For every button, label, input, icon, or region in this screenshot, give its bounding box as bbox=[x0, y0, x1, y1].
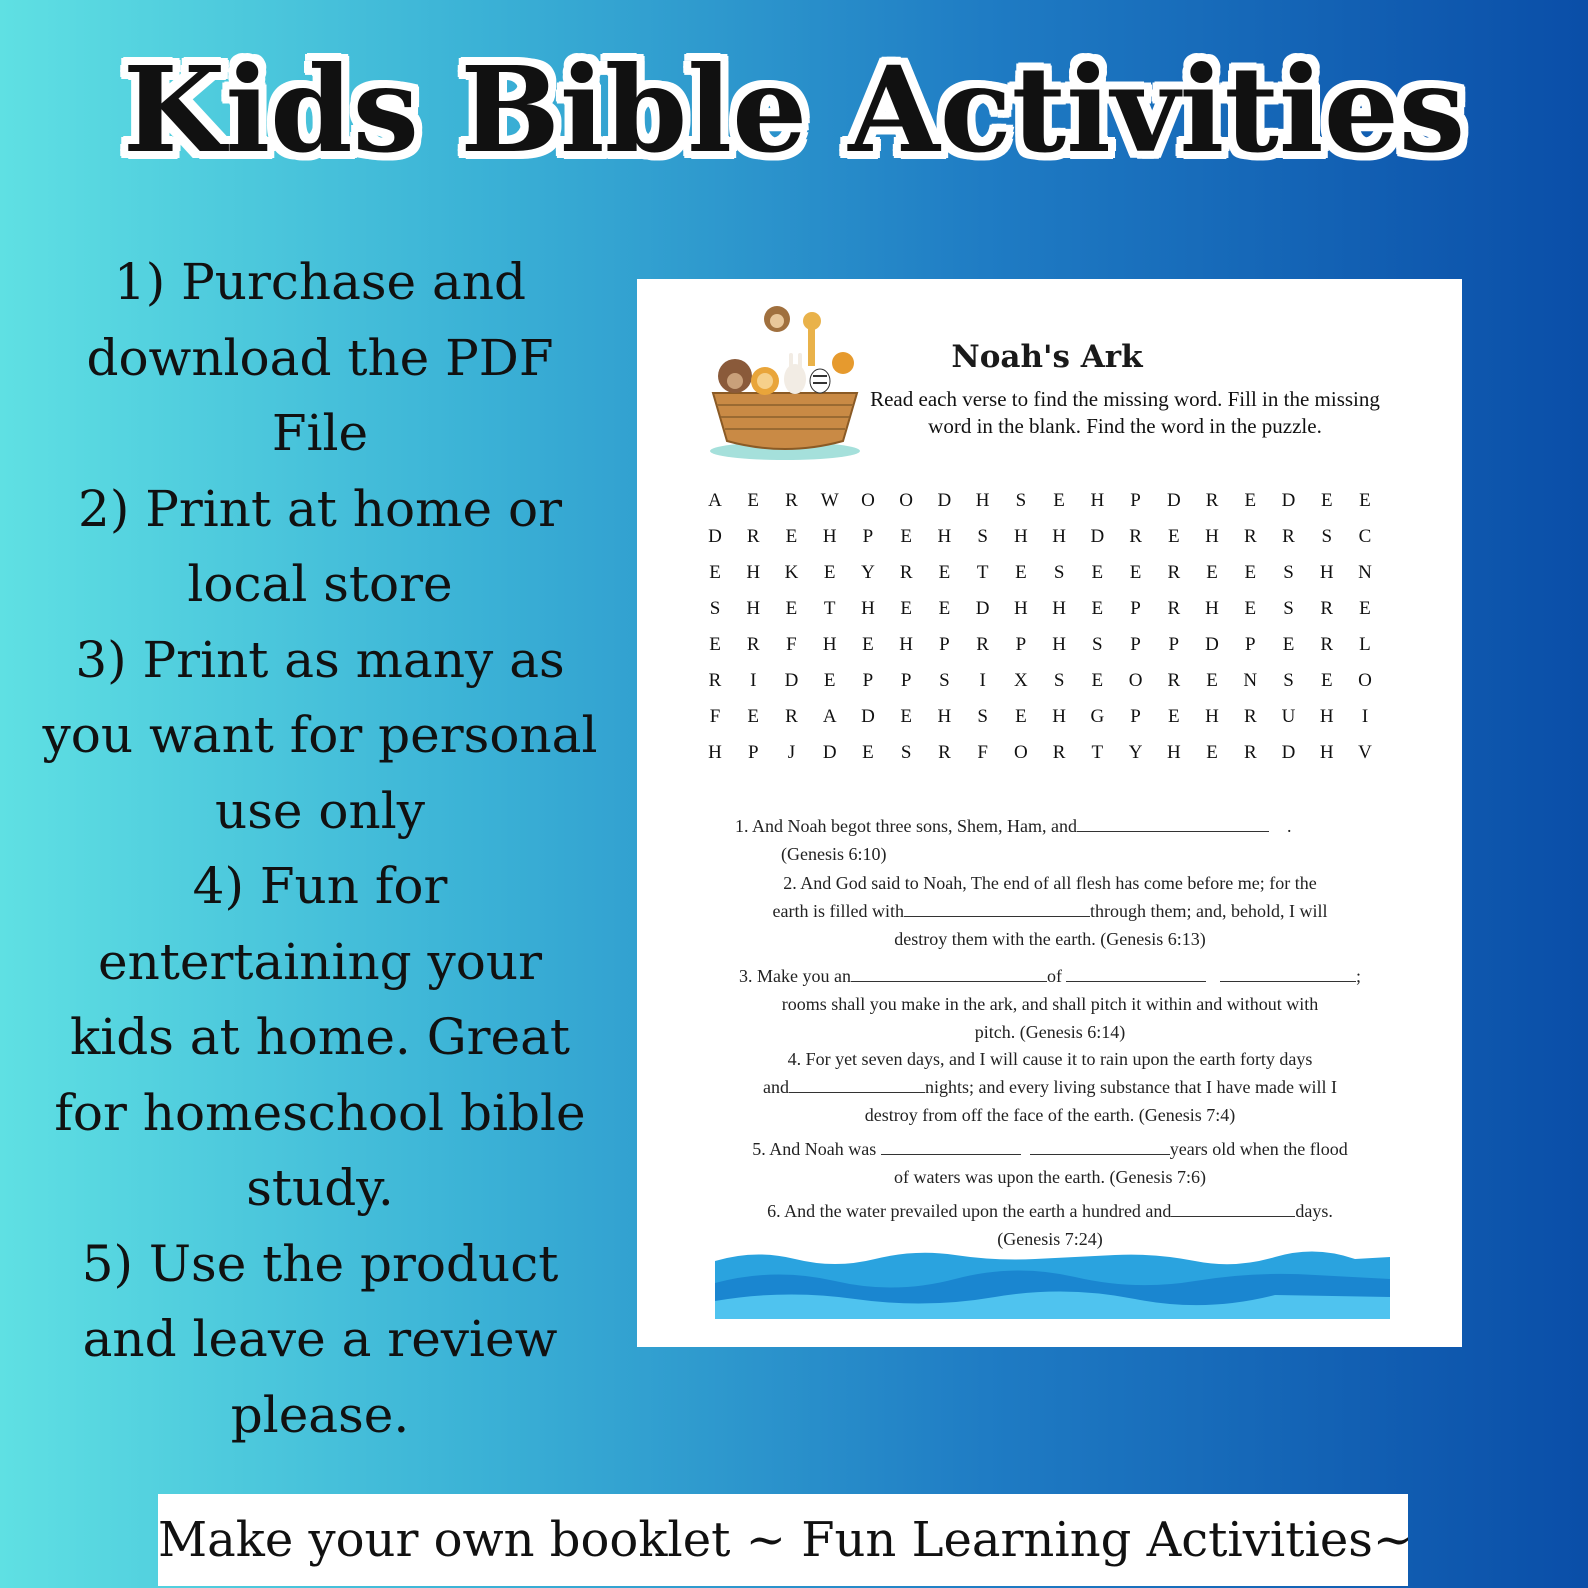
step-4: 4) Fun for entertaining your kids at home. Great for homeschool bible study. bbox=[54, 857, 586, 1217]
grid-letter: I bbox=[1361, 706, 1369, 727]
grid-letter: H bbox=[1052, 634, 1066, 655]
grid-letter: E bbox=[1015, 562, 1027, 583]
question-3-line-3: pitch. (Genesis 6:14) bbox=[974, 1022, 1126, 1042]
grid-letter: S bbox=[1283, 598, 1294, 619]
step-1: 1) Purchase and download the PDF File bbox=[86, 253, 554, 462]
word-search-grid bbox=[705, 483, 1375, 771]
grid-letter: E bbox=[1053, 490, 1065, 511]
worksheet-preview bbox=[637, 279, 1462, 1347]
grid-letter: J bbox=[787, 742, 796, 763]
grid-letter: E bbox=[900, 598, 912, 619]
grid-letter: O bbox=[899, 490, 914, 511]
grid-letter: E bbox=[1091, 562, 1104, 583]
grid-letter: D bbox=[822, 742, 837, 763]
grid-letter: R bbox=[1167, 670, 1181, 691]
question-2-line-2b: through them; and, behold, I will bbox=[1090, 901, 1328, 921]
grid-letter: H bbox=[746, 598, 761, 619]
grid-letter: L bbox=[1359, 634, 1371, 655]
grid-letter: H bbox=[861, 598, 875, 619]
grid-letter: E bbox=[1244, 562, 1257, 583]
question-5 bbox=[705, 1135, 1395, 1191]
grid-letter: P bbox=[900, 670, 912, 691]
grid-letter: H bbox=[975, 490, 990, 511]
grid-letter: E bbox=[1091, 670, 1104, 691]
grid-letter: E bbox=[1091, 598, 1104, 619]
grid-letter: D bbox=[1166, 490, 1181, 511]
grid-letter: O bbox=[1128, 670, 1143, 691]
grid-row bbox=[705, 627, 1375, 663]
grid-letter: K bbox=[784, 562, 799, 583]
grid-letter: E bbox=[1282, 634, 1295, 655]
grid-letter: X bbox=[1014, 670, 1028, 691]
grid-letter: D bbox=[1090, 526, 1105, 547]
grid-letter: T bbox=[976, 562, 989, 583]
grid-row bbox=[705, 555, 1375, 591]
grid-letter: R bbox=[708, 670, 722, 691]
grid-letter: E bbox=[747, 706, 760, 727]
grid-letter: H bbox=[1052, 526, 1066, 547]
grid-letter: R bbox=[976, 634, 989, 655]
grid-row bbox=[705, 519, 1375, 555]
grid-letter: E bbox=[1015, 706, 1027, 727]
grid-letter: S bbox=[977, 706, 988, 727]
grid-letter: S bbox=[709, 598, 721, 619]
steps-list bbox=[40, 245, 600, 1453]
question-2-line-2a: earth is filled with bbox=[772, 901, 904, 921]
grid-letter: E bbox=[1244, 490, 1257, 511]
grid-letter: O bbox=[1014, 742, 1028, 763]
grid-letter: H bbox=[822, 526, 837, 547]
grid-letter: R bbox=[1129, 526, 1142, 547]
grid-letter: P bbox=[862, 526, 874, 547]
grid-letter: S bbox=[977, 526, 988, 547]
grid-letter: H bbox=[1014, 526, 1028, 547]
grid-letter: P bbox=[862, 670, 874, 691]
grid-letter: R bbox=[1167, 562, 1181, 583]
question-1-end: . bbox=[1286, 816, 1292, 836]
grid-letter: S bbox=[1053, 670, 1065, 691]
grid-letter: D bbox=[784, 670, 799, 691]
grid-letter: E bbox=[1168, 706, 1180, 727]
grid-letter: R bbox=[1320, 634, 1334, 655]
grid-row bbox=[705, 663, 1375, 699]
grid-letter: E bbox=[862, 742, 874, 763]
question-6-line-1a: 6. And the water prevailed upon the earth a hundred and bbox=[767, 1201, 1172, 1221]
grid-letter: E bbox=[1129, 562, 1142, 583]
grid-letter: R bbox=[1167, 598, 1181, 619]
grid-letter: E bbox=[747, 490, 760, 511]
grid-letter: E bbox=[1206, 742, 1218, 763]
grid-letter: Y bbox=[1128, 742, 1143, 763]
grid-letter: F bbox=[709, 706, 721, 727]
grid-letter: H bbox=[746, 562, 761, 583]
grid-letter: E bbox=[1206, 670, 1218, 691]
grid-letter: H bbox=[1052, 598, 1066, 619]
grid-letter: S bbox=[1321, 526, 1333, 547]
grid-letter: R bbox=[746, 634, 760, 655]
grid-letter: G bbox=[1090, 706, 1105, 727]
grid-letter: E bbox=[785, 598, 798, 619]
grid-letter: E bbox=[1359, 490, 1371, 511]
question-5-line-1a: 5. And Noah was bbox=[752, 1139, 877, 1159]
grid-letter: P bbox=[1168, 634, 1180, 655]
waves-decoration bbox=[715, 1249, 1390, 1319]
grid-letter: D bbox=[1281, 742, 1296, 763]
grid-letter: D bbox=[861, 706, 875, 727]
grid-letter: H bbox=[1319, 706, 1334, 727]
grid-letter: S bbox=[1015, 490, 1027, 511]
grid-letter: H bbox=[1014, 598, 1028, 619]
grid-letter: R bbox=[1052, 742, 1066, 763]
grid-letter: S bbox=[1092, 634, 1103, 655]
grid-letter: I bbox=[750, 670, 757, 691]
grid-letter: E bbox=[1244, 598, 1257, 619]
question-6 bbox=[705, 1197, 1395, 1253]
grid-letter: N bbox=[1243, 670, 1258, 691]
grid-letter: H bbox=[1090, 490, 1105, 511]
grid-letter: R bbox=[785, 490, 798, 511]
grid-letter: S bbox=[900, 742, 912, 763]
grid-letter: E bbox=[1206, 562, 1218, 583]
grid-letter: R bbox=[746, 526, 760, 547]
grid-letter: H bbox=[708, 742, 722, 763]
answer-blank[interactable] bbox=[1171, 1198, 1295, 1217]
answer-blank[interactable] bbox=[789, 1074, 925, 1093]
grid-letter: P bbox=[1130, 490, 1141, 511]
grid-letter: D bbox=[975, 598, 990, 619]
grid-letter: E bbox=[938, 598, 951, 619]
grid-letter: H bbox=[1205, 526, 1219, 547]
grid-letter: R bbox=[1205, 490, 1219, 511]
grid-letter: R bbox=[899, 562, 913, 583]
grid-row bbox=[705, 483, 1375, 519]
answer-blank[interactable] bbox=[904, 898, 1090, 917]
question-4-line-2a: and bbox=[763, 1077, 790, 1097]
grid-letter: P bbox=[1130, 706, 1141, 727]
answer-blank[interactable] bbox=[851, 963, 1047, 982]
grid-letter: V bbox=[1358, 742, 1372, 763]
grid-letter: T bbox=[1091, 742, 1104, 763]
grid-letter: S bbox=[1283, 670, 1294, 691]
grid-row bbox=[705, 699, 1375, 735]
question-1-text: 1. And Noah begot three sons, Shem, Ham, and bbox=[735, 816, 1077, 836]
grid-letter: S bbox=[1053, 562, 1065, 583]
grid-letter: E bbox=[862, 634, 874, 655]
grid-letter: P bbox=[747, 742, 759, 763]
grid-letter: E bbox=[1168, 526, 1180, 547]
grid-letter: D bbox=[937, 490, 952, 511]
question-4 bbox=[705, 1045, 1395, 1129]
grid-letter: E bbox=[1320, 490, 1333, 511]
grid-letter: A bbox=[822, 706, 837, 727]
question-2-line-1: 2. And God said to Noah, The end of all flesh has come before me; for the bbox=[783, 873, 1317, 893]
grid-letter: E bbox=[709, 634, 721, 655]
question-2-line-3: destroy them with the earth. (Genesis 6:13) bbox=[894, 929, 1206, 949]
grid-letter: N bbox=[1358, 562, 1372, 583]
question-4-line-2b: nights; and every living substance that I have made will I bbox=[925, 1077, 1337, 1097]
question-2 bbox=[705, 869, 1395, 953]
grid-letter: E bbox=[1320, 670, 1333, 691]
question-3-line-1c: ; bbox=[1355, 966, 1361, 986]
grid-letter: H bbox=[1052, 706, 1066, 727]
grid-row bbox=[705, 735, 1375, 771]
grid-letter: W bbox=[820, 490, 839, 511]
grid-letter: H bbox=[899, 634, 914, 655]
grid-letter: R bbox=[1243, 706, 1257, 727]
grid-letter: H bbox=[937, 526, 952, 547]
question-5-line-2: of waters was upon the earth. (Genesis 7:6) bbox=[894, 1167, 1206, 1187]
grid-letter: P bbox=[1130, 598, 1141, 619]
grid-letter: P bbox=[939, 634, 950, 655]
grid-letter: S bbox=[1283, 562, 1294, 583]
question-1 bbox=[735, 812, 1375, 868]
question-3-line-1a: 3. Make you an bbox=[739, 966, 851, 986]
grid-letter: E bbox=[900, 706, 912, 727]
grid-letter: S bbox=[939, 670, 950, 691]
question-4-line-3: destroy from off the face of the earth. (Genesis 7:4) bbox=[864, 1105, 1236, 1125]
page-title: Kids Bible Activities bbox=[122, 40, 1466, 179]
answer-blank[interactable] bbox=[1030, 1136, 1170, 1155]
grid-letter: E bbox=[938, 562, 951, 583]
step-5: 5) Use the product and leave a review please. bbox=[81, 1234, 559, 1444]
grid-letter: P bbox=[1130, 634, 1141, 655]
grid-letter: O bbox=[861, 490, 875, 511]
grid-letter: R bbox=[785, 706, 798, 727]
question-6-line-1b: days. bbox=[1295, 1201, 1333, 1221]
noahs-ark-illustration bbox=[705, 301, 865, 461]
question-5-line-1b: years old when the flood bbox=[1169, 1139, 1348, 1159]
question-3-line-1b: of bbox=[1046, 966, 1062, 986]
step-3: 3) Print as many as you want for personal use only bbox=[42, 630, 598, 840]
grid-letter: P bbox=[1244, 634, 1256, 655]
grid-letter: E bbox=[823, 562, 836, 583]
grid-letter: T bbox=[823, 598, 836, 619]
step-2: 2) Print at home or local store bbox=[78, 479, 562, 613]
grid-letter: H bbox=[1166, 742, 1181, 763]
grid-letter: C bbox=[1358, 526, 1372, 547]
answer-blank[interactable] bbox=[881, 1136, 1021, 1155]
answer-blank[interactable] bbox=[1066, 963, 1206, 982]
grid-letter: H bbox=[822, 634, 837, 655]
grid-letter: R bbox=[938, 742, 951, 763]
grid-letter: R bbox=[1243, 742, 1257, 763]
grid-letter: P bbox=[1015, 634, 1027, 655]
grid-letter: I bbox=[979, 670, 986, 691]
grid-letter: H bbox=[1319, 562, 1334, 583]
question-6-line-2: (Genesis 7:24) bbox=[997, 1229, 1103, 1249]
grid-letter: F bbox=[786, 634, 797, 655]
grid-letter: D bbox=[708, 526, 722, 547]
grid-letter: R bbox=[1320, 598, 1334, 619]
grid-letter: E bbox=[823, 670, 836, 691]
question-3-line-2: rooms shall you make in the ark, and shall pitch it within and without with bbox=[781, 994, 1319, 1014]
question-4-line-1: 4. For yet seven days, and I will cause it to rain upon the earth forty days bbox=[787, 1049, 1313, 1069]
question-3 bbox=[705, 962, 1395, 1046]
grid-letter: O bbox=[1358, 670, 1372, 691]
grid-letter: R bbox=[1282, 526, 1295, 547]
grid-letter: E bbox=[785, 526, 798, 547]
answer-blank[interactable] bbox=[1220, 963, 1356, 982]
banner-text: Make your own booklet ~ Fun Learning Activities~ bbox=[158, 1512, 1414, 1568]
grid-letter: H bbox=[1205, 706, 1219, 727]
grid-letter: E bbox=[900, 526, 912, 547]
worksheet-instructions: Read each verse to find the missing word. Fill in the missing word in the blank. Find the word in the puzzle. bbox=[870, 387, 1380, 438]
grid-letter: F bbox=[977, 742, 988, 763]
grid-letter: E bbox=[1359, 598, 1371, 619]
bottom-banner bbox=[158, 1494, 1414, 1586]
answer-blank[interactable] bbox=[1077, 813, 1269, 832]
grid-letter: E bbox=[709, 562, 721, 583]
question-1-ref: (Genesis 6:10) bbox=[781, 844, 887, 864]
grid-letter: H bbox=[1205, 598, 1219, 619]
grid-letter: H bbox=[1319, 742, 1334, 763]
grid-letter: U bbox=[1281, 706, 1296, 727]
grid-letter: H bbox=[937, 706, 952, 727]
grid-letter: R bbox=[1243, 526, 1257, 547]
grid-letter: D bbox=[1205, 634, 1219, 655]
grid-letter: D bbox=[1281, 490, 1296, 511]
worksheet-title: Noah's Ark bbox=[951, 339, 1143, 375]
grid-letter: Y bbox=[861, 562, 875, 583]
grid-row bbox=[705, 591, 1375, 627]
grid-letter: A bbox=[708, 490, 722, 511]
